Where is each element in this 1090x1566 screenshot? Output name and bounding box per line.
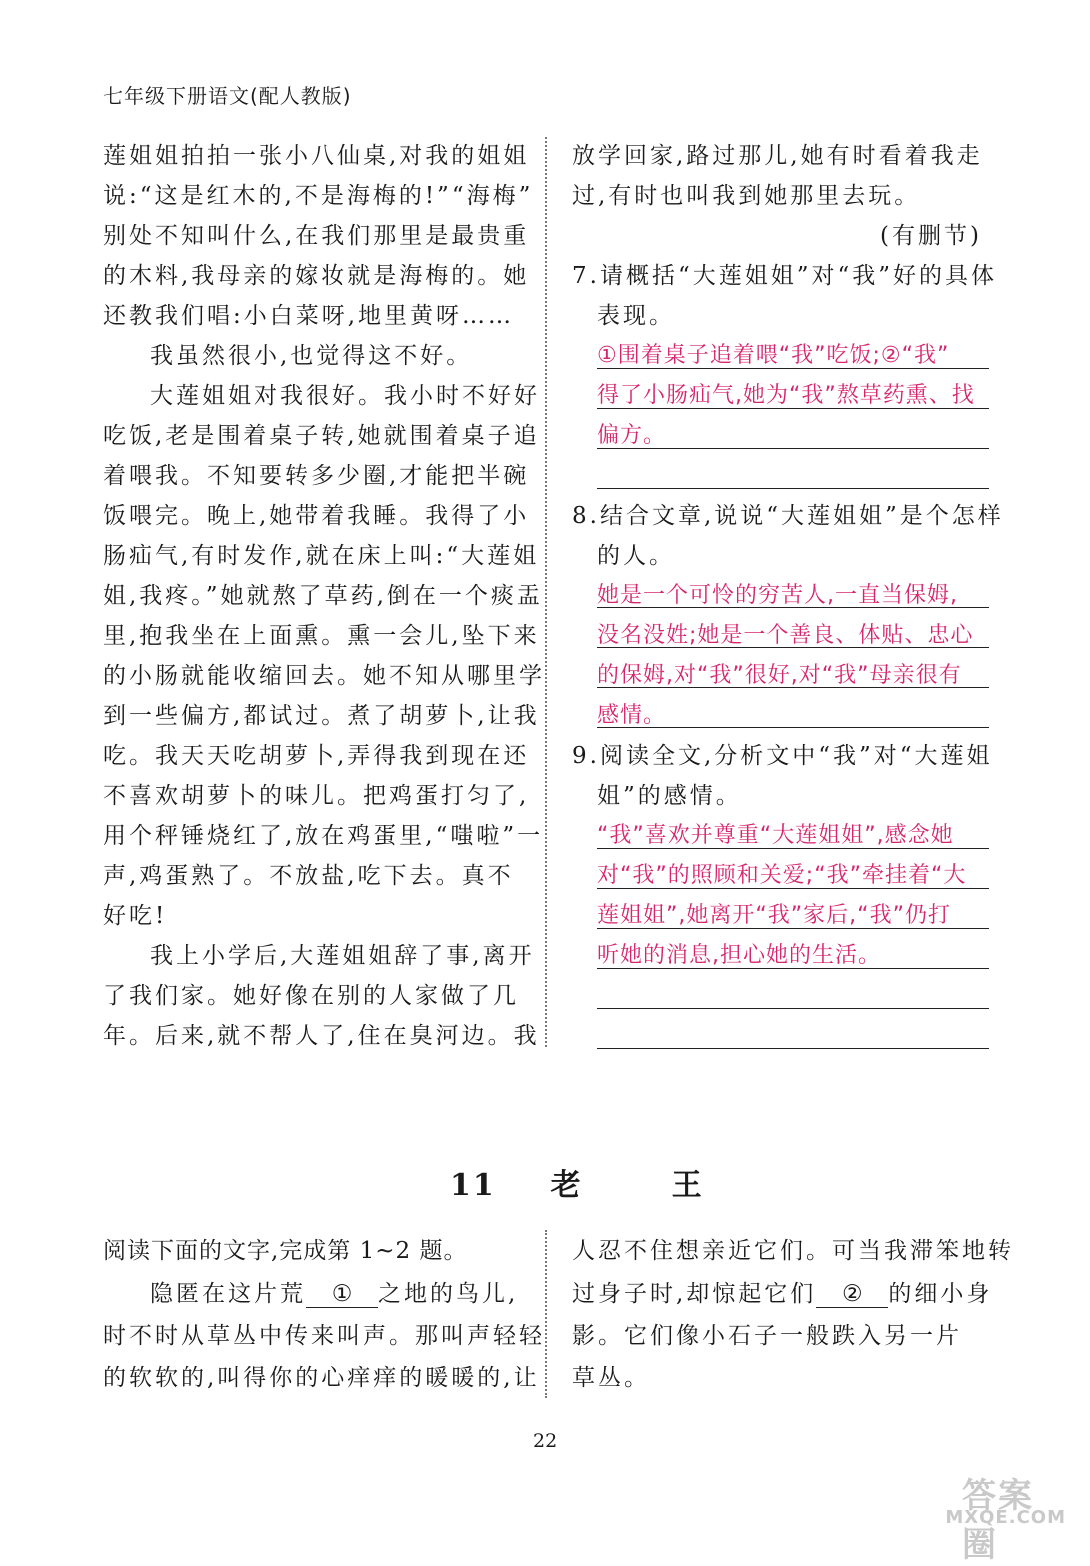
watermark-logo <box>945 1468 1072 1565</box>
text-line: 还教我们唱:小白菜呀,地里黄呀…… <box>103 303 515 329</box>
text-line: 里,抱我坐在上面熏。熏一会儿,坠下来 <box>103 623 540 649</box>
answer-9-line: “我”喜欢并尊重“大莲姐姐”,感念她 <box>597 823 954 848</box>
fill-blank-2: ② <box>816 1281 888 1308</box>
question-9: 9.阅读全文,分析文中“我”对“大莲姐 <box>572 743 993 769</box>
page-header: 七年级下册语文(配人教版) <box>103 84 352 108</box>
text-line: 姐,我疼。”她就熬了草药,倒在一个痰盂 <box>103 583 543 609</box>
answer-line <box>597 408 989 409</box>
text-line: 我虽然很小,也觉得这不好。 <box>150 343 473 369</box>
answer-7-line: 得了小肠疝气,她为“我”熬草药熏、找 <box>597 383 975 408</box>
answer-line <box>597 448 989 449</box>
answer-7-line: 偏方。 <box>597 423 667 448</box>
text-line: 年。后来,就不帮人了,住在臭河边。我 <box>103 1023 540 1049</box>
question-8: 8.结合文章,说说“大莲姐姐”是个怎样 <box>572 503 1004 529</box>
fill-blank-1: ① <box>306 1281 378 1308</box>
answer-line <box>597 888 989 889</box>
text-line: 吃饭,老是围着桌子转,她就围着桌子追 <box>103 423 540 449</box>
page-number: 22 <box>533 1430 558 1452</box>
answer-9-line: 听她的消息,担心她的生活。 <box>597 943 881 968</box>
answer-line <box>597 848 989 849</box>
text-line: 饭喂完。晚上,她带着我睡。我得了小 <box>103 503 530 529</box>
answer-9-line: 莲姐姐”,她离开“我”家后,“我”仍打 <box>597 903 951 928</box>
text-line: 别处不知叫什么,在我们那里是最贵重 <box>103 223 530 249</box>
column-divider <box>545 1230 547 1398</box>
answer-8-line: 感情。 <box>597 703 667 728</box>
text-line: 影。它们像小石子一般跌入另一片 <box>572 1323 962 1349</box>
text-segment: 的细小身 <box>888 1281 993 1307</box>
answer-line <box>597 1008 989 1009</box>
text-line: 的软软的,叫得你的心痒痒的暖暖的,让 <box>103 1365 540 1391</box>
text-line: 了我们家。她好像在别的人家做了几 <box>103 983 519 1009</box>
text-line: 着喂我。不知要转多少圈,才能把半碗 <box>103 463 530 489</box>
answer-line <box>597 928 989 929</box>
text-line <box>572 1275 992 1308</box>
text-line: 时不时从草丛中传来叫声。那叫声轻轻 <box>103 1323 545 1349</box>
column-divider <box>545 137 547 1047</box>
text-line: 莲姐姐拍拍一张小八仙桌,对我的姐姐 <box>103 143 530 169</box>
text-line: 说:“这是红木的,不是海梅的!”“海梅” <box>103 183 534 209</box>
answer-9-line: 对“我”的照顾和关爱;“我”牵挂着“大 <box>597 863 967 888</box>
answer-line <box>597 727 989 728</box>
text-segment: 之地的鸟儿, <box>378 1281 519 1307</box>
text-line: 不喜欢胡萝卜的味儿。把鸡蛋打匀了, <box>103 783 530 809</box>
text-line: 草丛。 <box>572 1365 650 1391</box>
instruction: 阅读下面的文字,完成第 1~2 题。 <box>103 1238 468 1264</box>
answer-line <box>597 647 989 648</box>
abridged-note: (有删节) <box>880 223 982 249</box>
section-title <box>450 1160 704 1204</box>
answer-8-line: 她是一个可怜的穷苦人,一直当保姆, <box>597 583 958 608</box>
answer-line <box>597 968 989 969</box>
answer-line <box>597 1048 989 1049</box>
section-title-char: 老 <box>550 1168 583 1203</box>
text-line: 放学回家,路过那儿,她有时看着我走 <box>572 143 983 169</box>
text-segment: 隐匿在这片荒 <box>150 1281 306 1307</box>
answer-line <box>597 368 989 369</box>
text-line <box>150 1275 518 1308</box>
question-7-cont: 表现。 <box>597 303 675 329</box>
text-line: 人忍不住想亲近它们。可当我滞笨地转 <box>572 1238 1014 1264</box>
text-line: 吃。我天天吃胡萝卜,弄得我到现在还 <box>103 743 530 769</box>
text-line: 肠疝气,有时发作,就在床上叫:“大莲姐 <box>103 543 540 569</box>
answer-8-line: 的保姆,对“我”很好,对“我”母亲很有 <box>597 663 962 688</box>
answer-7-line: ①围着桌子追着喂“我”吃饭;②“我” <box>597 343 950 368</box>
text-line: 我上小学后,大莲姐姐辞了事,离开 <box>150 943 535 969</box>
section-number: 11 <box>450 1168 496 1203</box>
text-line: 声,鸡蛋熟了。不放盐,吃下去。真不 <box>103 863 514 889</box>
question-8-cont: 的人。 <box>597 543 675 569</box>
text-line: 大莲姐姐对我很好。我小时不好好 <box>150 383 540 409</box>
question-9-cont: 姐”的感情。 <box>597 783 742 809</box>
watermark-text: 答案圈 <box>962 1476 1034 1565</box>
answer-line <box>597 607 989 608</box>
text-line: 的小肠就能收缩回去。她不知从哪里学 <box>103 663 545 689</box>
text-line: 用个秤锤烧红了,放在鸡蛋里,“嗤啦”一 <box>103 823 544 849</box>
text-line: 好吃! <box>103 903 168 929</box>
text-line: 的木料,我母亲的嫁妆就是海梅的。她 <box>103 263 530 289</box>
watermark-url: MXQE.COM <box>945 1507 1066 1528</box>
answer-line <box>597 687 989 688</box>
section-title-char: 王 <box>671 1168 704 1203</box>
text-segment: 过身子时,却惊起它们 <box>572 1281 817 1307</box>
answer-line <box>597 488 989 489</box>
answer-8-line: 没名没姓;她是一个善良、体贴、忠心 <box>597 623 974 648</box>
text-line: 到一些偏方,都试过。煮了胡萝卜,让我 <box>103 703 540 729</box>
text-line: 过,有时也叫我到她那里去玩。 <box>572 183 921 209</box>
question-7: 7.请概括“大莲姐姐”对“我”好的具体 <box>572 263 997 289</box>
